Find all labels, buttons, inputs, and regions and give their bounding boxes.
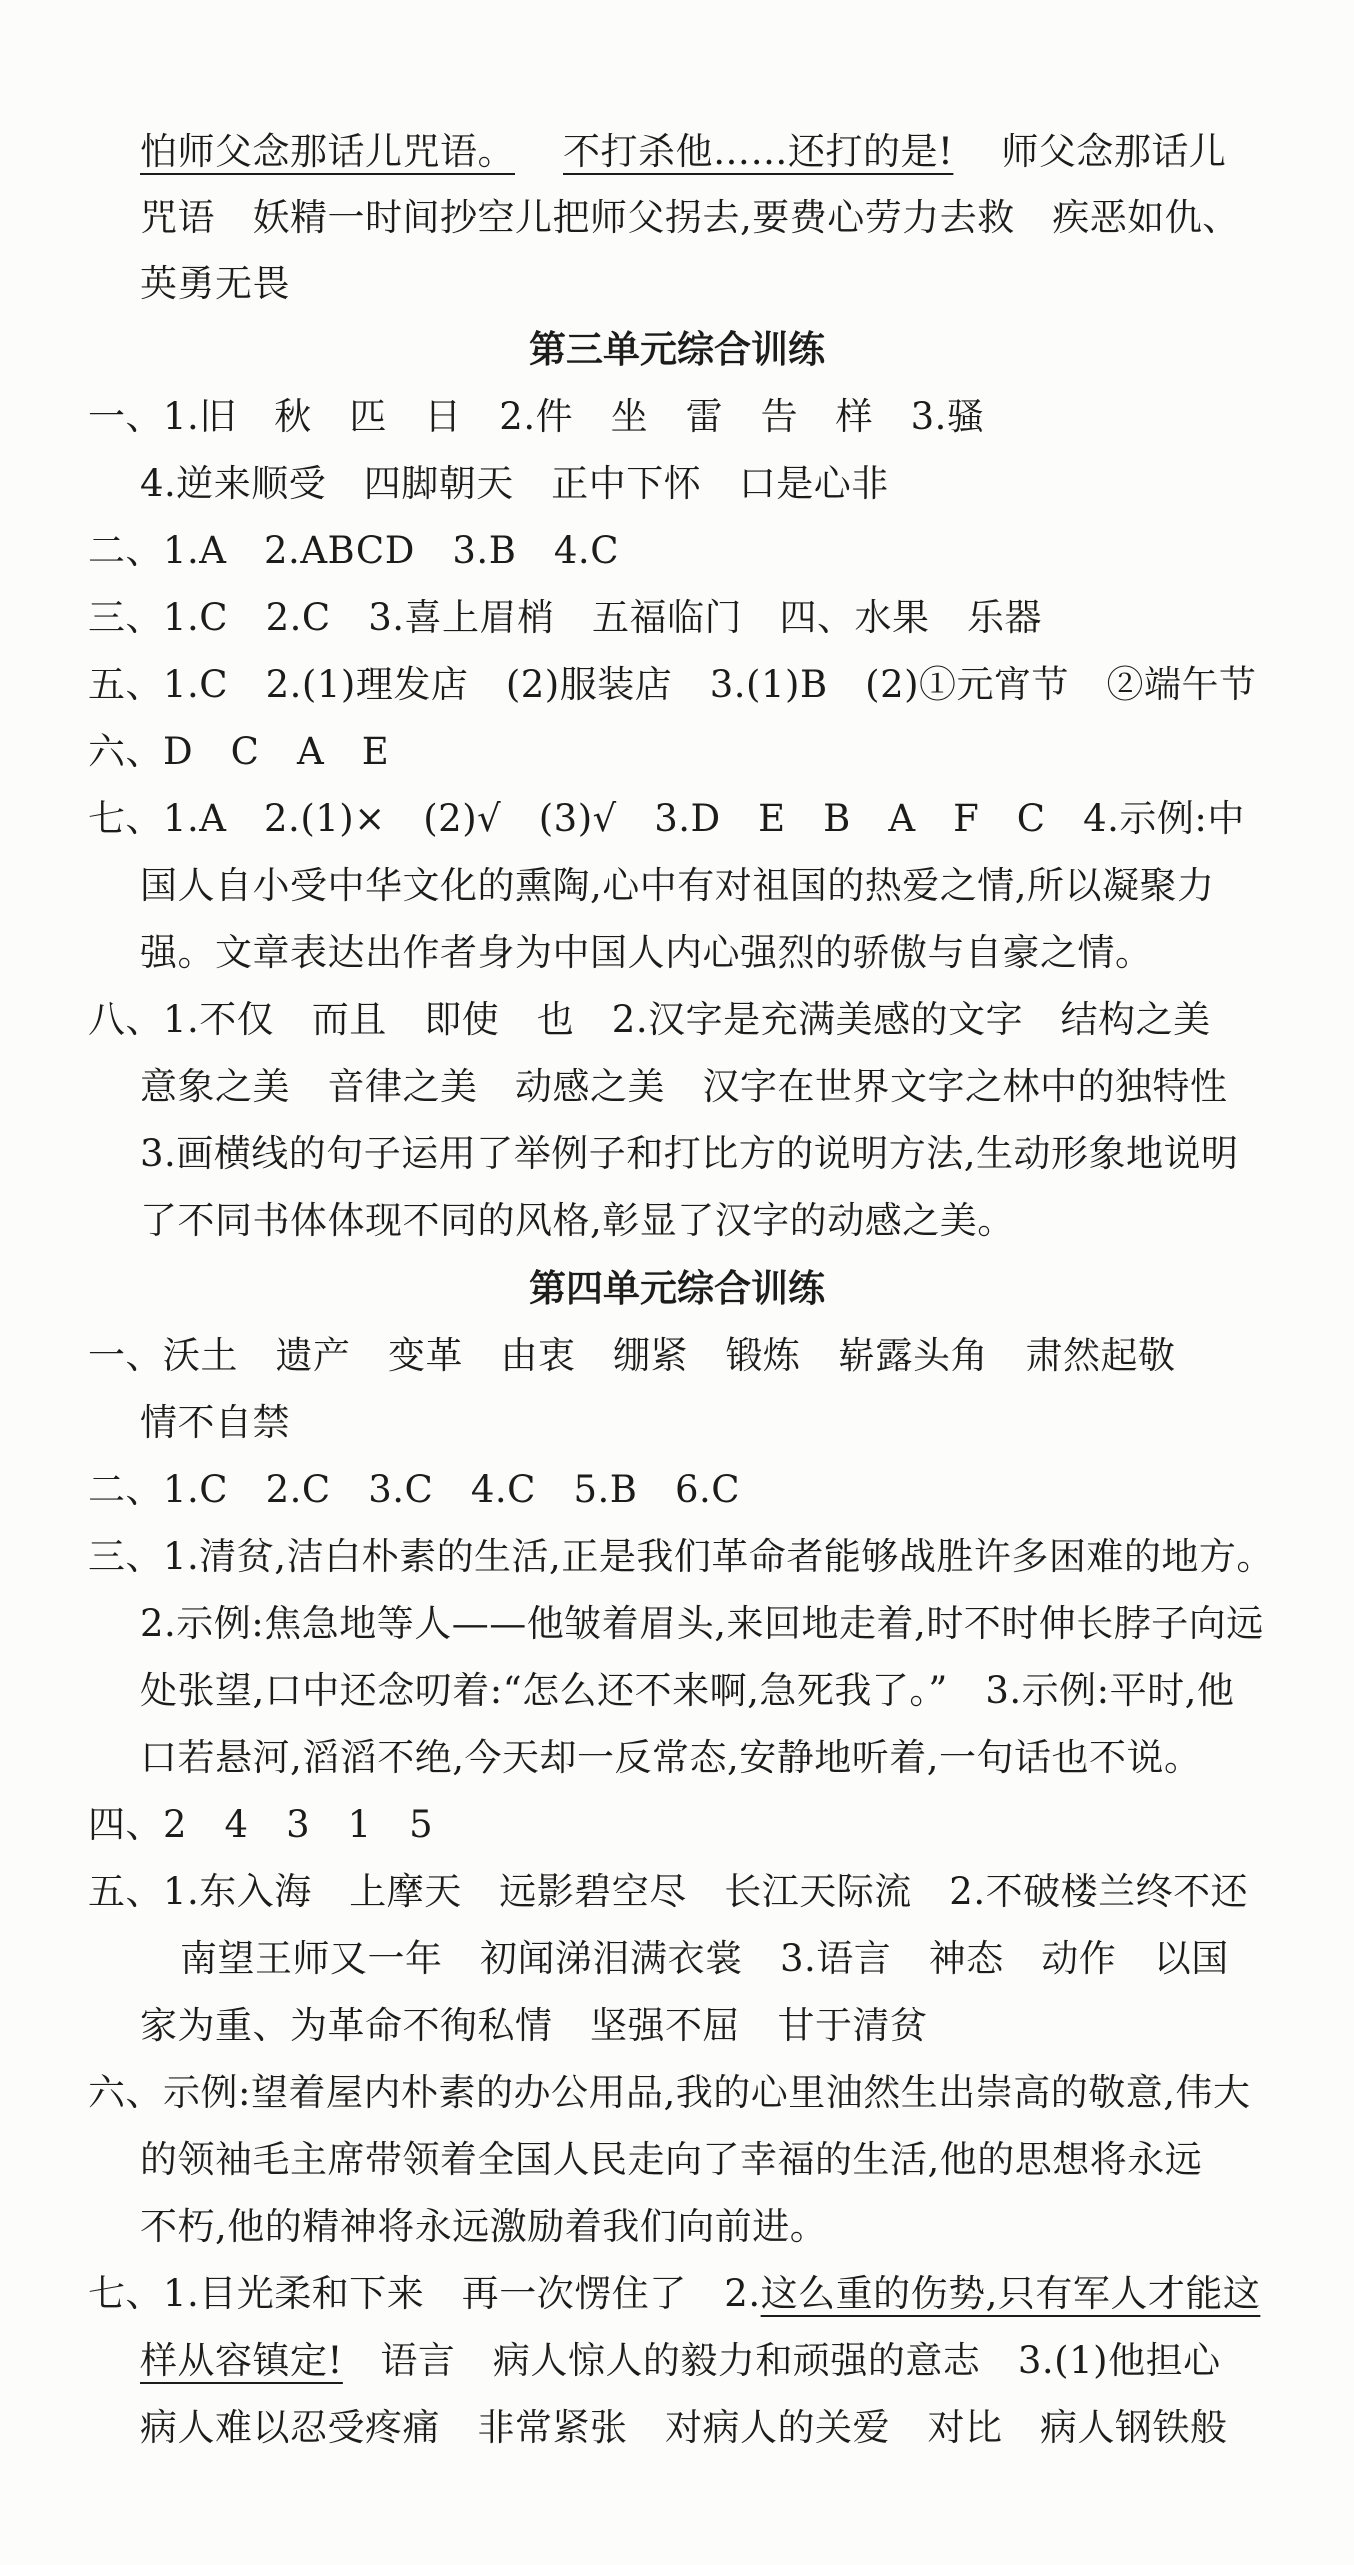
- text-line-10: 七、1.A 2.(1)× (2)√ (3)√ 3.D E B A F C 4.示例:中: [88, 797, 1245, 840]
- text-line-8: 五、1.C 2.(1)理发店 (2)服装店 3.(1)B (2)①元宵节 ②端午节: [88, 663, 1257, 706]
- text-line-32: [140, 2328, 1221, 2394]
- underlined-quote-2: 不打杀他……还打的是!: [563, 130, 954, 173]
- text-line-27: 家为重、为革命不徇私情 坚强不屈 甘于清贫: [140, 2004, 928, 2047]
- text-line-1: [140, 119, 1226, 185]
- underlined-quote-1: 怕师父念那话儿咒语。: [140, 130, 515, 173]
- text-line-26: 南望王师又一年 初闻涕泪满衣裳 3.语言 神态 动作 以国: [180, 1937, 1229, 1980]
- text-line-3: 英勇无畏: [140, 262, 290, 305]
- text-segment: 七、1.目光柔和下来 再一次愣住了 2.: [88, 2272, 761, 2315]
- text-line-5: 4.逆来顺受 四脚朝天 正中下怀 口是心非: [140, 462, 889, 505]
- text-line-2: 咒语 妖精一时间抄空儿把师父拐去,要费心劳力去救 疾恶如仇、: [140, 196, 1240, 239]
- text-segment: 师父念那话儿: [1001, 130, 1227, 173]
- text-line-29: 的领袖毛主席带领着全国人民走向了幸福的生活,他的思想将永远: [140, 2138, 1203, 2181]
- text-line-11: 国人自小受中华文化的熏陶,心中有对祖国的热爱之情,所以凝聚力: [140, 864, 1215, 907]
- text-line-20: 三、1.清贫,洁白朴素的生活,正是我们革命者能够战胜许多困难的地方。: [88, 1535, 1274, 1578]
- text-line-22: 处张望,口中还念叨着:“怎么还不来啊,急死我了。” 3.示例:平时,他: [140, 1669, 1235, 1712]
- text-line-30: 不朽,他的精神将永远激励着我们向前进。: [140, 2205, 828, 2248]
- text-line-7: 三、1.C 2.C 3.喜上眉梢 五福临门 四、水果 乐器: [88, 596, 1043, 639]
- text-line-16: 了不同书体体现不同的风格,彰显了汉字的动感之美。: [140, 1199, 1015, 1242]
- underlined-quote-4: 样从容镇定!: [140, 2339, 343, 2382]
- section-heading-unit-3: 第三单元综合训练: [529, 328, 825, 371]
- text-line-23: 口若悬河,滔滔不绝,今天却一反常态,安静地听着,一句话也不说。: [140, 1736, 1202, 1779]
- text-line-24: 四、2 4 3 1 5: [88, 1803, 434, 1846]
- underlined-quote-3: 这么重的伤势,只有军人才能这: [760, 2272, 1261, 2315]
- text-line-19: 二、1.C 2.C 3.C 4.C 5.B 6.C: [88, 1468, 741, 1511]
- text-line-33: 病人难以忍受疼痛 非常紧张 对病人的关爱 对比 病人钢铁般: [140, 2406, 1228, 2449]
- text-line-25: 五、1.东入海 上摩天 远影碧空尽 长江天际流 2.不破楼兰终不还: [88, 1870, 1249, 1913]
- section-heading-unit-4: 第四单元综合训练: [529, 1267, 825, 1310]
- text-line-9: 六、D C A E: [88, 730, 390, 773]
- text-line-31: [88, 2261, 1260, 2327]
- text-line-17: 一、沃土 遗产 变革 由衷 绷紧 锻炼 崭露头角 肃然起敬: [88, 1334, 1176, 1377]
- text-line-13: 八、1.不仅 而且 即使 也 2.汉字是充满美感的文字 结构之美: [88, 998, 1211, 1041]
- text-line-6: 二、1.A 2.ABCD 3.B 4.C: [88, 529, 619, 572]
- text-line-4: 一、1.旧 秋 匹 日 2.件 坐 雷 告 样 3.骚: [88, 395, 985, 438]
- text-segment: 语言 病人惊人的毅力和顽强的意志 3.(1)他担心: [342, 2339, 1221, 2382]
- text-line-28: 六、示例:望着屋内朴素的办公用品,我的心里油然生出崇高的敬意,伟大: [88, 2071, 1251, 2114]
- text-line-14: 意象之美 音律之美 动感之美 汉字在世界文字之林中的独特性: [140, 1065, 1228, 1108]
- text-line-18: 情不自禁: [140, 1401, 290, 1444]
- text-line-15: 3.画横线的句子运用了举例子和打比方的说明方法,生动形象地说明: [140, 1132, 1239, 1175]
- text-line-21: 2.示例:焦急地等人——他皱着眉头,来回地走着,时不时伸长脖子向远: [140, 1602, 1264, 1645]
- text-line-12: 强。文章表达出作者身为中国人内心强烈的骄傲与自豪之情。: [140, 931, 1153, 974]
